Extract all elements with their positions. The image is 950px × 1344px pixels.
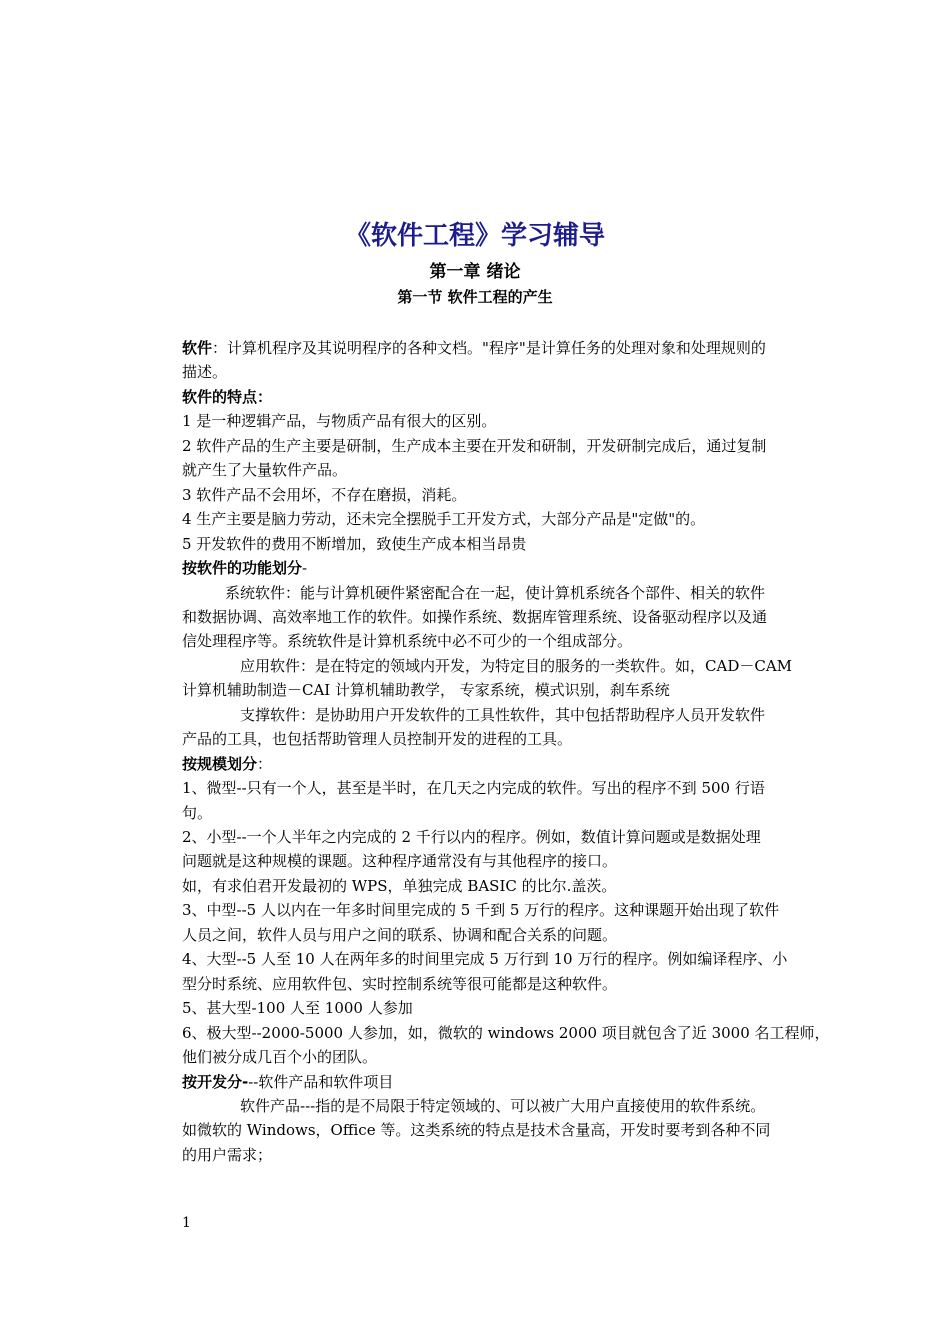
line-text: 1、微型--只有一个人，甚至是半时，在几天之内完成的软件。写出的程序不到 500 行语 (182, 779, 765, 798)
text-line (182, 728, 572, 750)
text-line (182, 802, 212, 824)
text-line (182, 679, 670, 701)
term-label: 按规模划分 (182, 754, 258, 773)
line-text: ： (257, 754, 273, 773)
text-line (182, 899, 779, 921)
text-line (182, 435, 766, 457)
text-line (182, 1119, 770, 1141)
line-text: --软件产品和软件项目 (248, 1072, 394, 1091)
chapter-heading: 第一章 绪论 (429, 262, 521, 282)
section-heading: 第一节 软件工程的产生 (397, 288, 553, 306)
text-line (182, 484, 466, 506)
line-text: 描述。 (182, 363, 228, 382)
line-text: 4、大型--5 人至 10 人在两年多的时间里完成 5 万行到 10 万行的程序。例如编译程序、小 (182, 950, 788, 969)
line-text: - (302, 559, 308, 577)
line-text: 他们被分成几百个小的团队。 (182, 1048, 378, 1066)
line-text: 如微软的 Windows，Office 等。这类系统的特点是技术含量高，开发时要考到各种不同 (182, 1121, 771, 1140)
text-line (182, 924, 617, 946)
text-line (182, 1144, 272, 1166)
text-line (182, 557, 307, 579)
text-line (182, 533, 526, 555)
term-label: 按软件的功能划分 (182, 559, 303, 577)
text-line (182, 337, 766, 359)
text-line (240, 1095, 765, 1117)
text-line (182, 973, 617, 995)
line-text: 系统软件：能与计算机硬件紧密配合在一起，使计算机系统各个部件、相关的软件 (225, 583, 766, 602)
text-line (182, 508, 705, 530)
line-text: 2 软件产品的生产主要是研制，生产成本主要在开发和研制，开发研制完成后，通过复制 (182, 436, 767, 455)
term-label: 按开发分- (182, 1072, 249, 1091)
line-text: ：计算机程序及其说明程序的各种文档。"程序"是计算任务的处理对象和处理规则的 (212, 339, 766, 357)
document-title: 《软件工程》学习辅导 (344, 221, 605, 251)
line-text: 句。 (182, 803, 213, 822)
line-text: 的用户需求； (182, 1145, 273, 1164)
line-text: 如，有求伯君开发最初的 WPS，单独完成 BASIC 的比尔.盖茨。 (182, 876, 617, 895)
line-text: 计算机辅助制造－CAI 计算机辅助教学， 专家系统，模式识别，刹车系统 (182, 681, 670, 700)
line-text: 支撑软件：是协助用户开发软件的工具性软件，其中包括帮助程序人员开发软件 (240, 705, 766, 724)
line-text: 5 开发软件的费用不断增加，致使生产成本相当昂贵 (182, 534, 527, 553)
text-line (182, 948, 787, 970)
line-text: 就产生了大量软件产品。 (182, 461, 348, 480)
line-text: 问题就是这种规模的课题。这种程序通常没有与其他程序的接口。 (182, 852, 618, 871)
text-line (182, 410, 496, 432)
line-text: 5、甚大型-100 人至 1000 人参加 (182, 999, 413, 1018)
text-line (225, 582, 765, 604)
line-text: 软件产品---指的是不局限于特定领域的、可以被广大用户直接使用的软件系统。 (240, 1096, 766, 1115)
line-text: 型分时系统、应用软件包、实时控制系统等很可能都是这种软件。 (182, 974, 618, 993)
line-text: 4 生产主要是脑力劳动，还未完全摆脱手工开发方式，大部分产品是"定做"的。 (182, 510, 706, 529)
text-line (182, 777, 765, 799)
text-line (182, 997, 413, 1019)
text-line (182, 606, 767, 628)
text-line (182, 459, 347, 481)
text-line (182, 850, 617, 872)
term-label: 软件 (182, 339, 213, 357)
text-line (182, 630, 632, 652)
text-line (182, 753, 272, 775)
line-text: 3 软件产品不会用坏，不存在磨损，消耗。 (182, 485, 467, 504)
line-text: 应用软件：是在特定的领域内开发，为特定目的服务的一类软件。如，CAD－CAM (240, 656, 793, 675)
text-line (182, 361, 227, 383)
line-text: 信处理程序等。系统软件是计算机系统中必不可少的一个组成部分。 (182, 632, 633, 651)
line-text: 和数据协调、高效率地工作的软件。如操作系统、数据库管理系统、设备驱动程序以及通 (182, 608, 768, 626)
line-text: 产品的工具，也包括帮助管理人员控制开发的进程的工具。 (182, 730, 573, 749)
line-text: 1 是一种逻辑产品，与物质产品有很大的区别。 (182, 412, 497, 431)
text-line (240, 655, 792, 677)
line-text: 6、极大型--2000-5000 人参加，如，微软的 windows 2000 项目就包含了近 3000 名工程师， (182, 1023, 830, 1042)
text-line (182, 386, 272, 408)
text-line (182, 826, 761, 848)
text-line (182, 1046, 377, 1068)
text-line (182, 1022, 830, 1044)
line-text: 2、小型--一个人半年之内完成的 2 千行以内的程序。例如，数值计算问题或是数据处理 (182, 828, 761, 846)
term-label: 软件的特点： (182, 387, 273, 406)
line-text: 3、中型--5 人以内在一年多时间里完成的 5 千到 5 万行的程序。这种课题开始出现了软件 (182, 901, 780, 920)
text-line (182, 875, 616, 897)
text-line (182, 1071, 393, 1093)
text-line (240, 704, 765, 726)
line-text: 人员之间，软件人员与用户之间的联系、协调和配合关系的问题。 (182, 925, 618, 944)
page-number: 1 (182, 1215, 191, 1231)
